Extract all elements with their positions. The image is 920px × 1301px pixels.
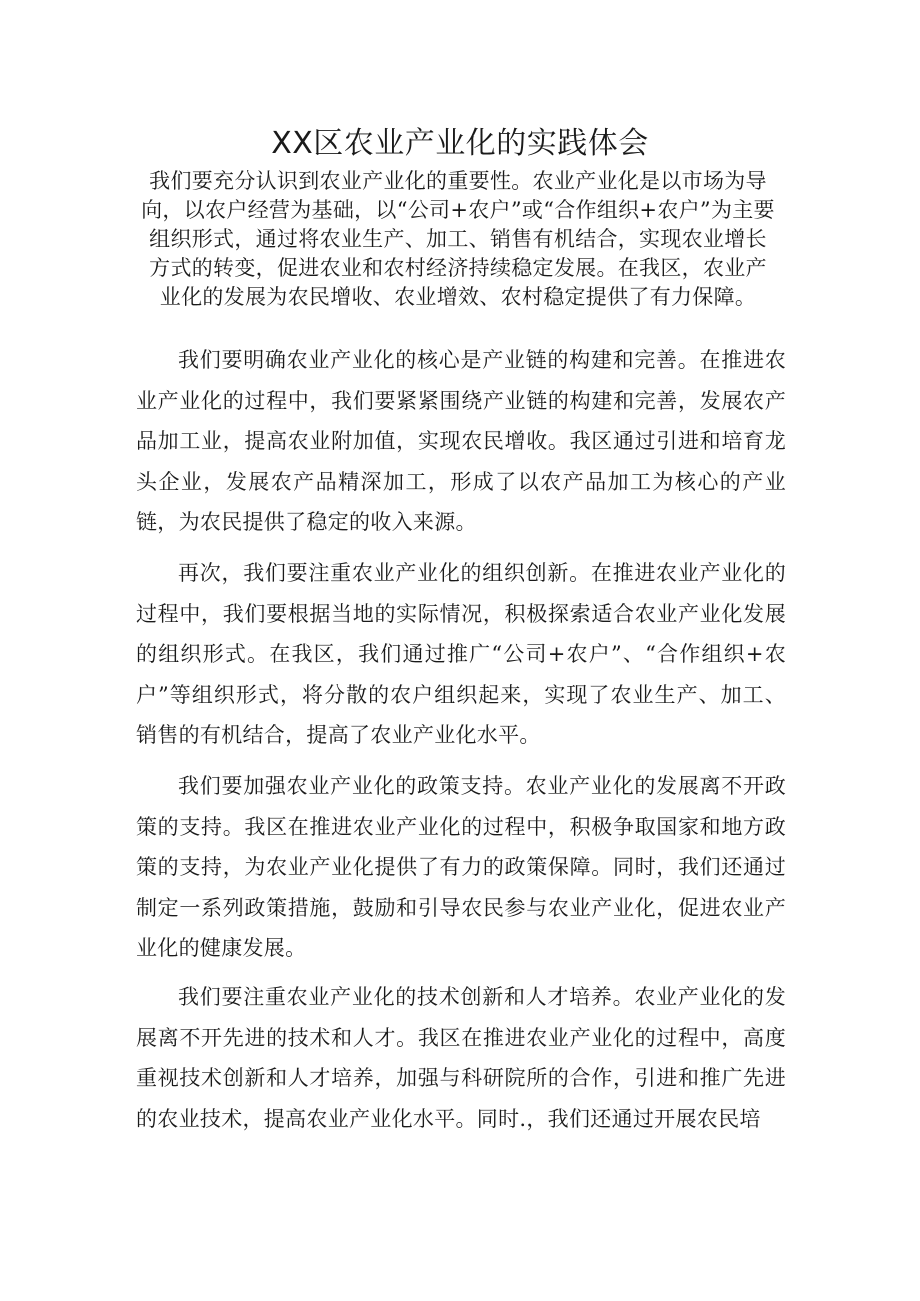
- body-paragraph-4: 我们要注重农业产业化的技术创新和人才培养。农业产业化的发展离不开先进的技术和人才。我区在推进农业产业化的过程中，高度重视技术创新和人才培养，加强与科研院所的合作，引进和推广先进的农业技术，提高农业产业化水平。同时.，我们还通过开展农民培: [136, 985, 786, 1131]
- body-paragraph-3: 我们要加强农业产业化的政策支持。农业产业化的发展离不开政策的支持。我区在推进农业产业化的过程中，积极争取国家和地方政策的支持，为农业产业化提供了有力的政策保障。同时，我们还通过制定一系列政策措施，鼓励和引导农民参与农业产业化，促进农业产业化的健康发展。: [136, 774, 786, 960]
- document-title: XX区农业产业化的实践体会: [271, 126, 649, 161]
- body-paragraph-1: 我们要明确农业产业化的核心是产业链的构建和完善。在推进农业产业化的过程中，我们要紧紧围绕产业链的构建和完善，发展农产品加工业，提高农业附加值，实现农民增收。我区通过引进和培育龙头企业，发展农产品精深加工，形成了以农产品加工为核心的产业链，为农民提供了稳定的收入来源。: [136, 348, 786, 534]
- intro-paragraph: 我们要充分认识到农业产业化的重要性。农业产业化是以市场为导向，以农户经营为基础，以“公司+农户”或“合作组织+农户”为主要组织形式，通过将农业生产、加工、销售有机结合，实现农业增长方式的转变，促进农业和农村经济持续稳定发展。在我区，农业产业化的发展为农民增收、农业增效、农村稳定提供了有力保障。: [141, 169, 775, 309]
- body-paragraph-2: 再次，我们要注重农业产业化的组织创新。在推进农业产业化的过程中，我们要根据当地的实际情况，积极探索适合农业产业化发展的组织形式。在我区，我们通过推广“公司+农户”、“合作组织+农户”等组织形式，将分散的农户组织起来，实现了农业生产、加工、销售的有机结合，提高了农业产业化水平。: [136, 561, 786, 747]
